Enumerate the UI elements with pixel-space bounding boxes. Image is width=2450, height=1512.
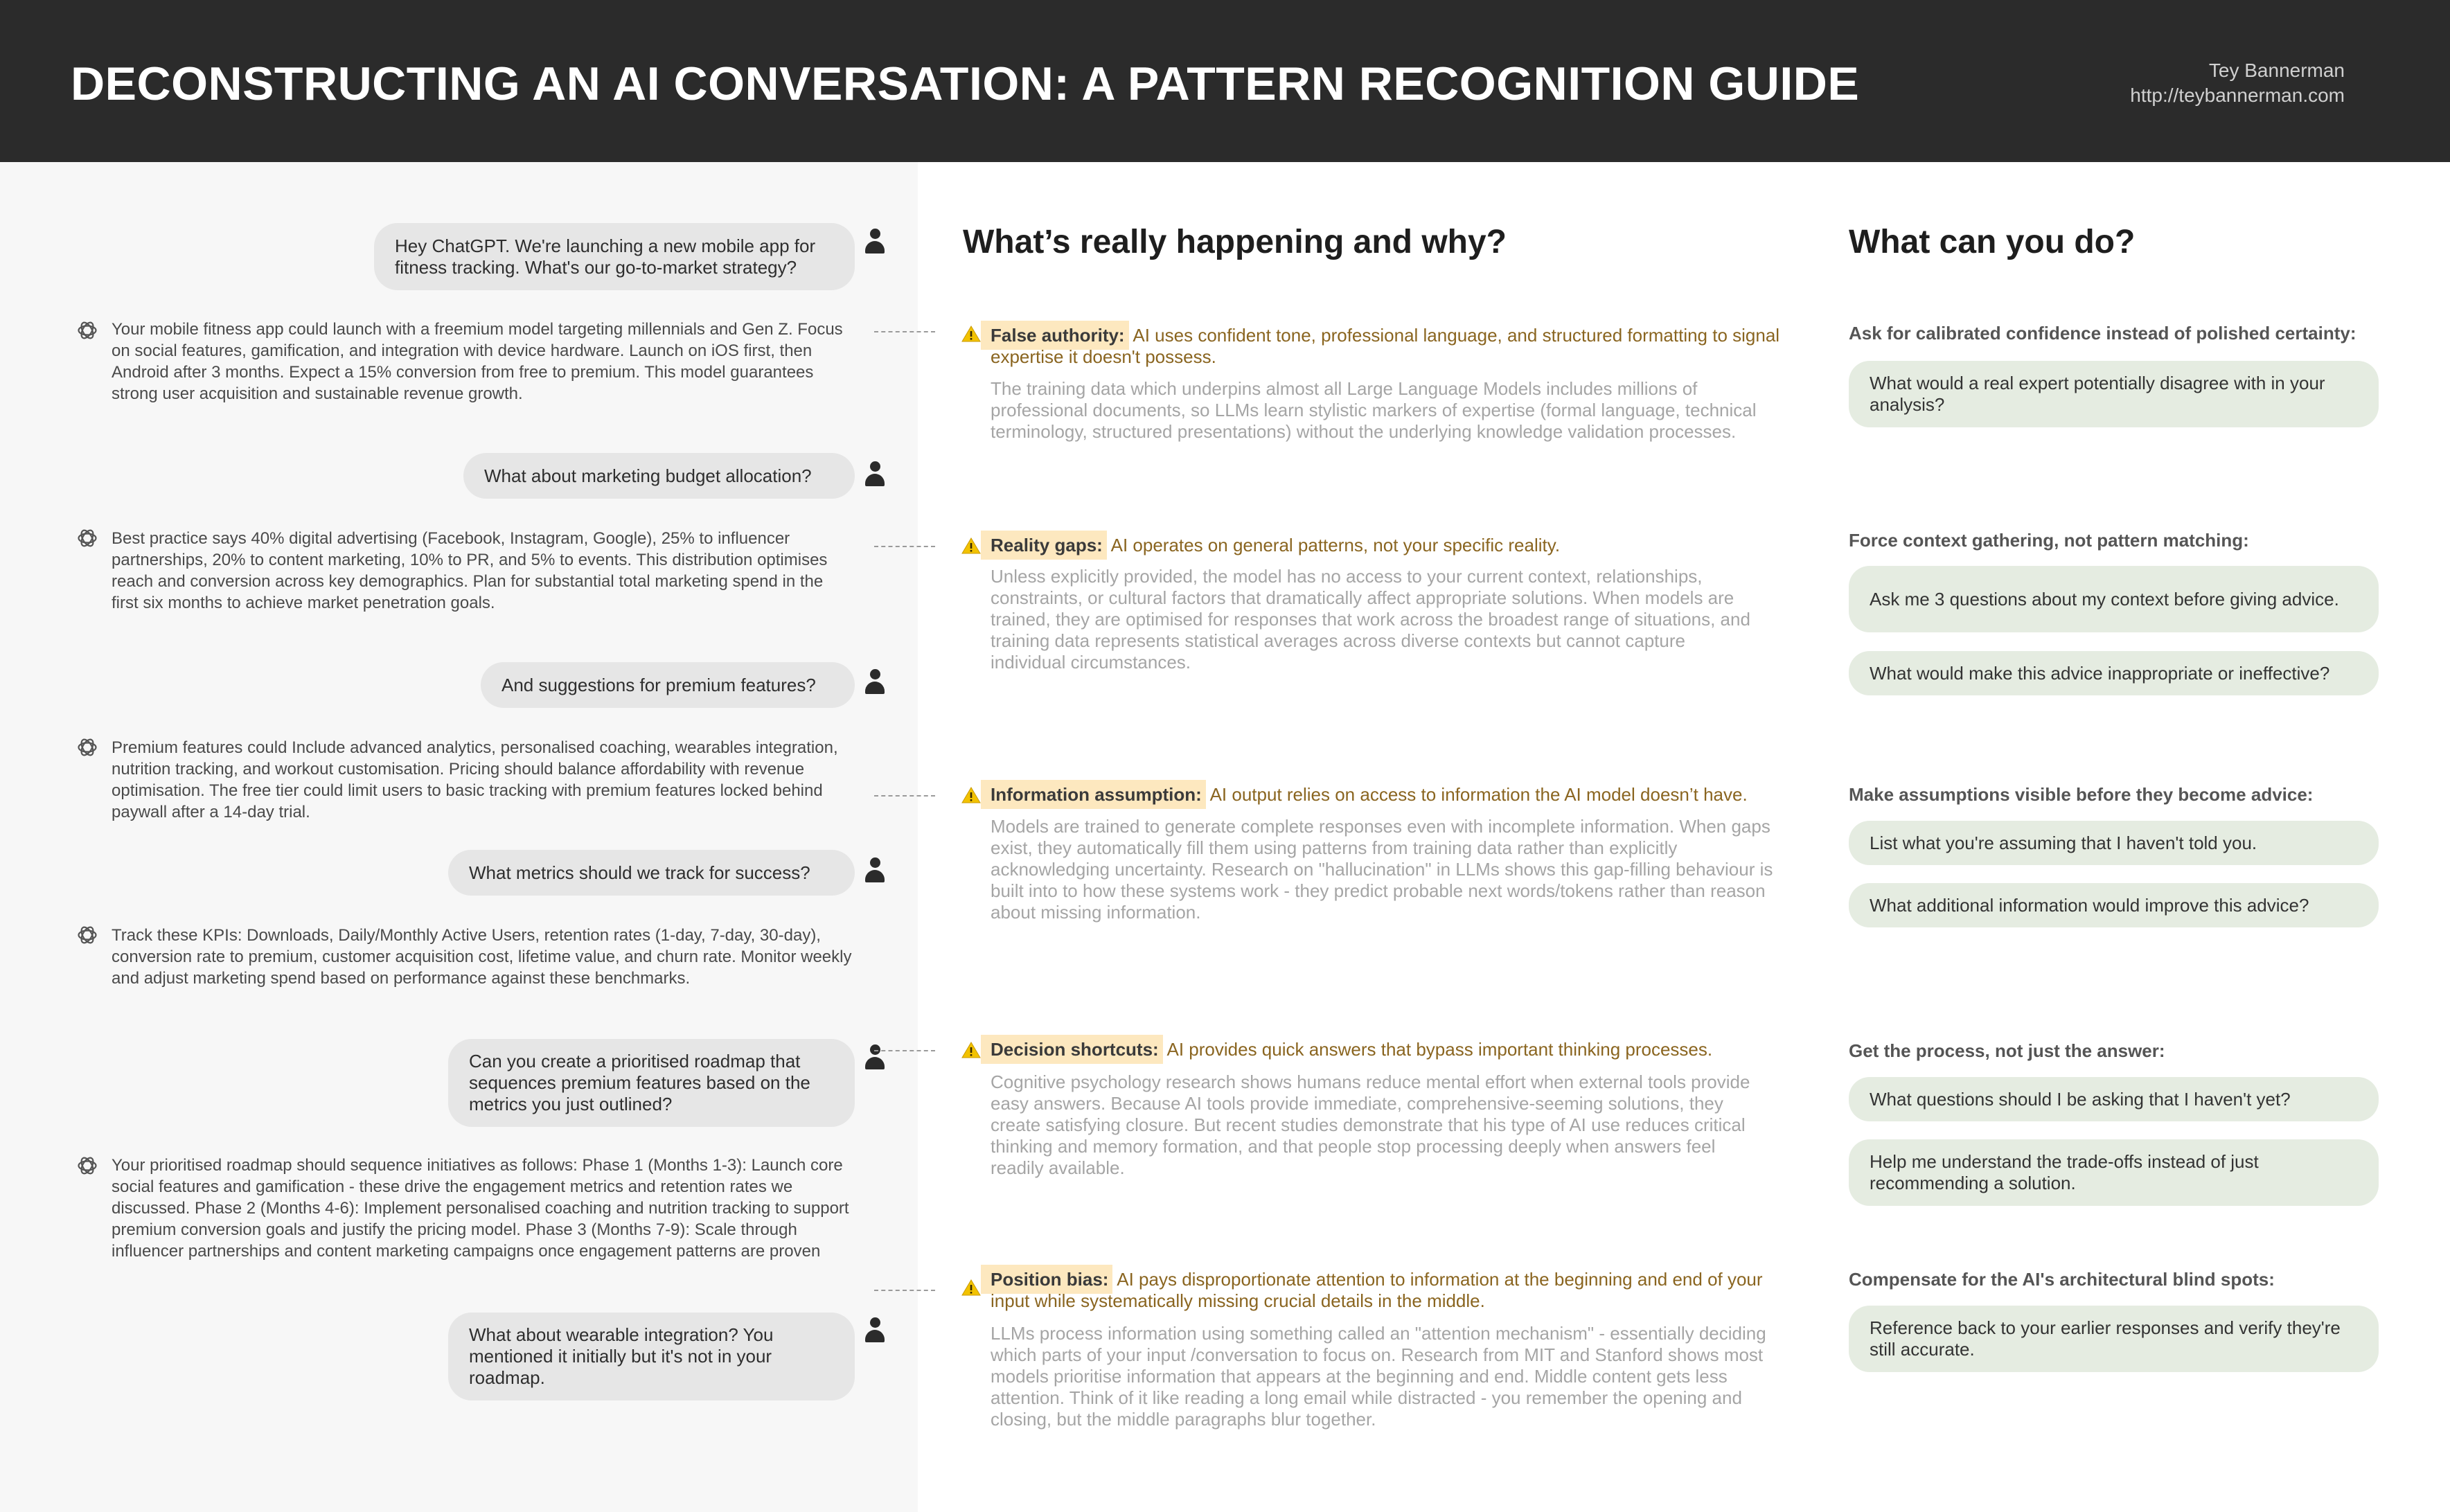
connector-line <box>874 1050 935 1051</box>
user-icon <box>864 1044 885 1071</box>
user-message-text: What about wearable integration? You mentioned it initially but it's not in your roadmap. <box>469 1324 774 1388</box>
pattern-summary-text: AI uses confident tone, professional language, and structured formatting to signal expertise it doesn't possess. <box>991 325 1780 367</box>
suggested-prompt-text: List what you're assuming that I haven't told you. <box>1870 832 2257 853</box>
pattern-label: Reality gaps: <box>981 531 1107 560</box>
pattern-label: Position bias: <box>981 1265 1112 1294</box>
user-icon <box>864 669 885 695</box>
middle-heading: What’s really happening and why? <box>963 224 1507 260</box>
user-message-text: Hey ChatGPT. We're launching a new mobile app for fitness tracking. What's our go-to-market strategy? <box>395 235 816 278</box>
user-message <box>448 850 855 896</box>
openai-logo-icon <box>76 1155 98 1177</box>
user-message <box>448 1039 855 1127</box>
suggested-prompt-text: Reference back to your earlier responses and verify they're still accurate. <box>1870 1317 2341 1360</box>
user-message-text: What about marketing budget allocation? <box>484 465 812 486</box>
pattern-summary <box>991 1039 1787 1060</box>
pattern-summary <box>991 535 1787 556</box>
suggested-prompt-text: Ask me 3 questions about my context before giving advice. <box>1870 588 2339 610</box>
ai-message: Best practice says 40% digital advertising (Facebook, Instagram, Google), 25% to influencer partnerships, 20% to content marketing, 10% to PR, and 5% to events. This distribution optimises reach and conversion across key demographics. Plan for substantial total marketing spend in the first six months to achieve market penetration goals. <box>112 529 828 612</box>
user-message-text: And suggestions for premium features? <box>501 674 816 695</box>
user-message <box>448 1313 855 1400</box>
pattern-summary <box>991 325 1787 368</box>
tip-heading: Compensate for the AI's architectural blind spots: <box>1849 1269 2275 1290</box>
openai-logo-icon <box>76 527 98 549</box>
pattern-summary-text: AI operates on general patterns, not your specific reality. <box>1106 535 1561 555</box>
suggested-prompt[interactable] <box>1849 883 2379 927</box>
pattern-body: The training data which underpins almost all Large Language Models includes millions of professional documents, so LLMs learn stylistic markers of expertise (formal language, technical terminology, structured presentations) without the underlying knowledge validation processes. <box>991 378 1757 442</box>
user-message <box>374 223 855 290</box>
header <box>0 0 2450 162</box>
warning-icon <box>961 326 981 342</box>
author-block <box>2130 58 2345 108</box>
pattern-body: Models are trained to generate complete responses even with incomplete information. When gaps exist, they automatically fill them using patterns from training data rather than explicitly acknowledging uncertainty. Research on "hallucination" in LLMs shows this gap-filling behaviour is built into to how these systems work - they predict probable next words/tokens rather than reason about missing information. <box>991 816 1773 923</box>
user-message <box>481 662 855 708</box>
user-icon <box>864 857 885 884</box>
openai-logo-icon <box>76 736 98 758</box>
tip-heading: Force context gathering, not pattern matching: <box>1849 530 2249 551</box>
author-url[interactable]: http://teybannerman.com <box>2130 85 2345 106</box>
pattern-label: Decision shortcuts: <box>981 1035 1163 1064</box>
user-message <box>463 453 855 499</box>
suggested-prompt[interactable] <box>1849 1139 2379 1206</box>
pattern-summary-text: AI pays disproportionate attention to information at the beginning and end of your input while systematically missing crucial details in the middle. <box>991 1269 1763 1311</box>
user-message-text: What metrics should we track for success? <box>469 862 810 883</box>
suggested-prompt[interactable] <box>1849 361 2379 427</box>
suggested-prompt[interactable] <box>1849 821 2379 865</box>
pattern-body: LLMs process information using something called an "attention mechanism" - essentially deciding which parts of your input /conversation to focus on. Research from MIT and Stanford shows most models prioritise information that appears at the beginning and end. Middle content gets less attention. Think of it like reading a long email while distracted - you remember the opening and closing, but the middle paragraphs blur together. <box>991 1323 1766 1430</box>
suggested-prompt[interactable] <box>1849 1306 2379 1372</box>
pattern-body: Cognitive psychology research shows humans reduce mental effort when external tools provide easy answers. Because AI tools provide immediate, comprehensive-seeming solutions, they create satisfying closure. But recent studies demonstrate that his type of AI use reduces critical thinking and memory formation, and that people stop processing deeply when answers feel readily available. <box>991 1071 1750 1178</box>
pattern-label: False authority: <box>981 321 1129 350</box>
ai-message: Your mobile fitness app could launch with a freemium model targeting millennials and Gen Z. Focus on social features, gamification, and integration with device hardware. Launch on iOS first, then Android after 3 months. Expect a 15% conversion from free to premium. This model guarantees strong user acquisition and sustainable revenue growth. <box>112 320 843 403</box>
author-name: Tey Bannerman <box>2208 60 2345 81</box>
suggested-prompt[interactable] <box>1849 566 2379 632</box>
connector-line <box>874 331 935 332</box>
pattern-body: Unless explicitly provided, the model has no access to your current context, relationships, constraints, or cultural factors that dramatically affect appropriate solutions. When models are trained, they are optimised for responses that work across the broadest range of situations, and training data represents statistical averages across diverse contexts but cannot capture individual circumstances. <box>991 566 1750 673</box>
openai-logo-icon <box>76 319 98 341</box>
tip-heading: Make assumptions visible before they become advice: <box>1849 784 2314 805</box>
ai-message: Track these KPIs: Downloads, Daily/Monthly Active Users, retention rates (1-day, 7-day, 30-day), conversion rate to premium, customer acquisition cost, lifetime value, and churn rate. Monitor weekly and adjust marketing spend based on performance against these benchmarks. <box>112 926 852 988</box>
warning-icon <box>961 537 981 554</box>
suggested-prompt[interactable] <box>1849 651 2379 695</box>
connector-line <box>874 795 935 797</box>
suggested-prompt-text: What would make this advice inappropriate or ineffective? <box>1870 662 2330 684</box>
tip-heading: Get the process, not just the answer: <box>1849 1040 2165 1061</box>
ai-message: Your prioritised roadmap should sequence initiatives as follows: Phase 1 (Months 1-3): Launch core social features and gamification - these drive the engagement metrics and retention rates we discussed. Phase 2 (Months 4-6): Implement personalised coaching and nutrition tracking to support premium conversion goals and justify the pricing model. Phase 3 (Months 7-9): Scale through influencer partnerships and content marketing campaigns once engagement patterns are proven <box>112 1156 849 1261</box>
openai-logo-icon <box>76 924 98 946</box>
pattern-summary <box>991 784 1787 806</box>
pattern-label: Information assumption: <box>981 780 1206 809</box>
tip-heading: Ask for calibrated confidence instead of polished certainty: <box>1849 323 2356 344</box>
user-icon <box>864 229 885 255</box>
warning-icon <box>961 1042 981 1058</box>
pattern-summary-text: AI provides quick answers that bypass important thinking processes. <box>1162 1039 1713 1060</box>
page-title: DECONSTRUCTING AN AI CONVERSATION: A PATTERN RECOGNITION GUIDE <box>71 57 1860 110</box>
warning-icon <box>961 1279 981 1296</box>
user-message-text: Can you create a prioritised roadmap that sequences premium features based on the metrics you just outlined? <box>469 1051 810 1114</box>
right-heading: What can you do? <box>1849 224 2136 260</box>
suggested-prompt-text: What questions should I be asking that I haven't yet? <box>1870 1088 2291 1110</box>
user-icon <box>864 1317 885 1344</box>
suggested-prompt-text: What would a real expert potentially disagree with in your analysis? <box>1870 373 2325 415</box>
connector-line <box>874 546 935 547</box>
pattern-summary-text: AI output relies on access to information the AI model doesn’t have. <box>1205 784 1748 805</box>
connector-line <box>874 1290 935 1291</box>
suggested-prompt-text: What additional information would improve this advice? <box>1870 894 2309 916</box>
user-icon <box>864 461 885 488</box>
pattern-summary <box>991 1269 1787 1312</box>
warning-icon <box>961 787 981 803</box>
suggested-prompt-text: Help me understand the trade-offs instead of just recommending a solution. <box>1870 1151 2259 1193</box>
ai-message: Premium features could Include advanced analytics, personalised coaching, wearables integration, nutrition tracking, and workout customisation. Pricing should balance affordability with revenue optimisation. The free tier could limit users to basic tracking with premium features locked behind paywall after a 14-day trial. <box>112 738 838 821</box>
suggested-prompt[interactable] <box>1849 1077 2379 1121</box>
